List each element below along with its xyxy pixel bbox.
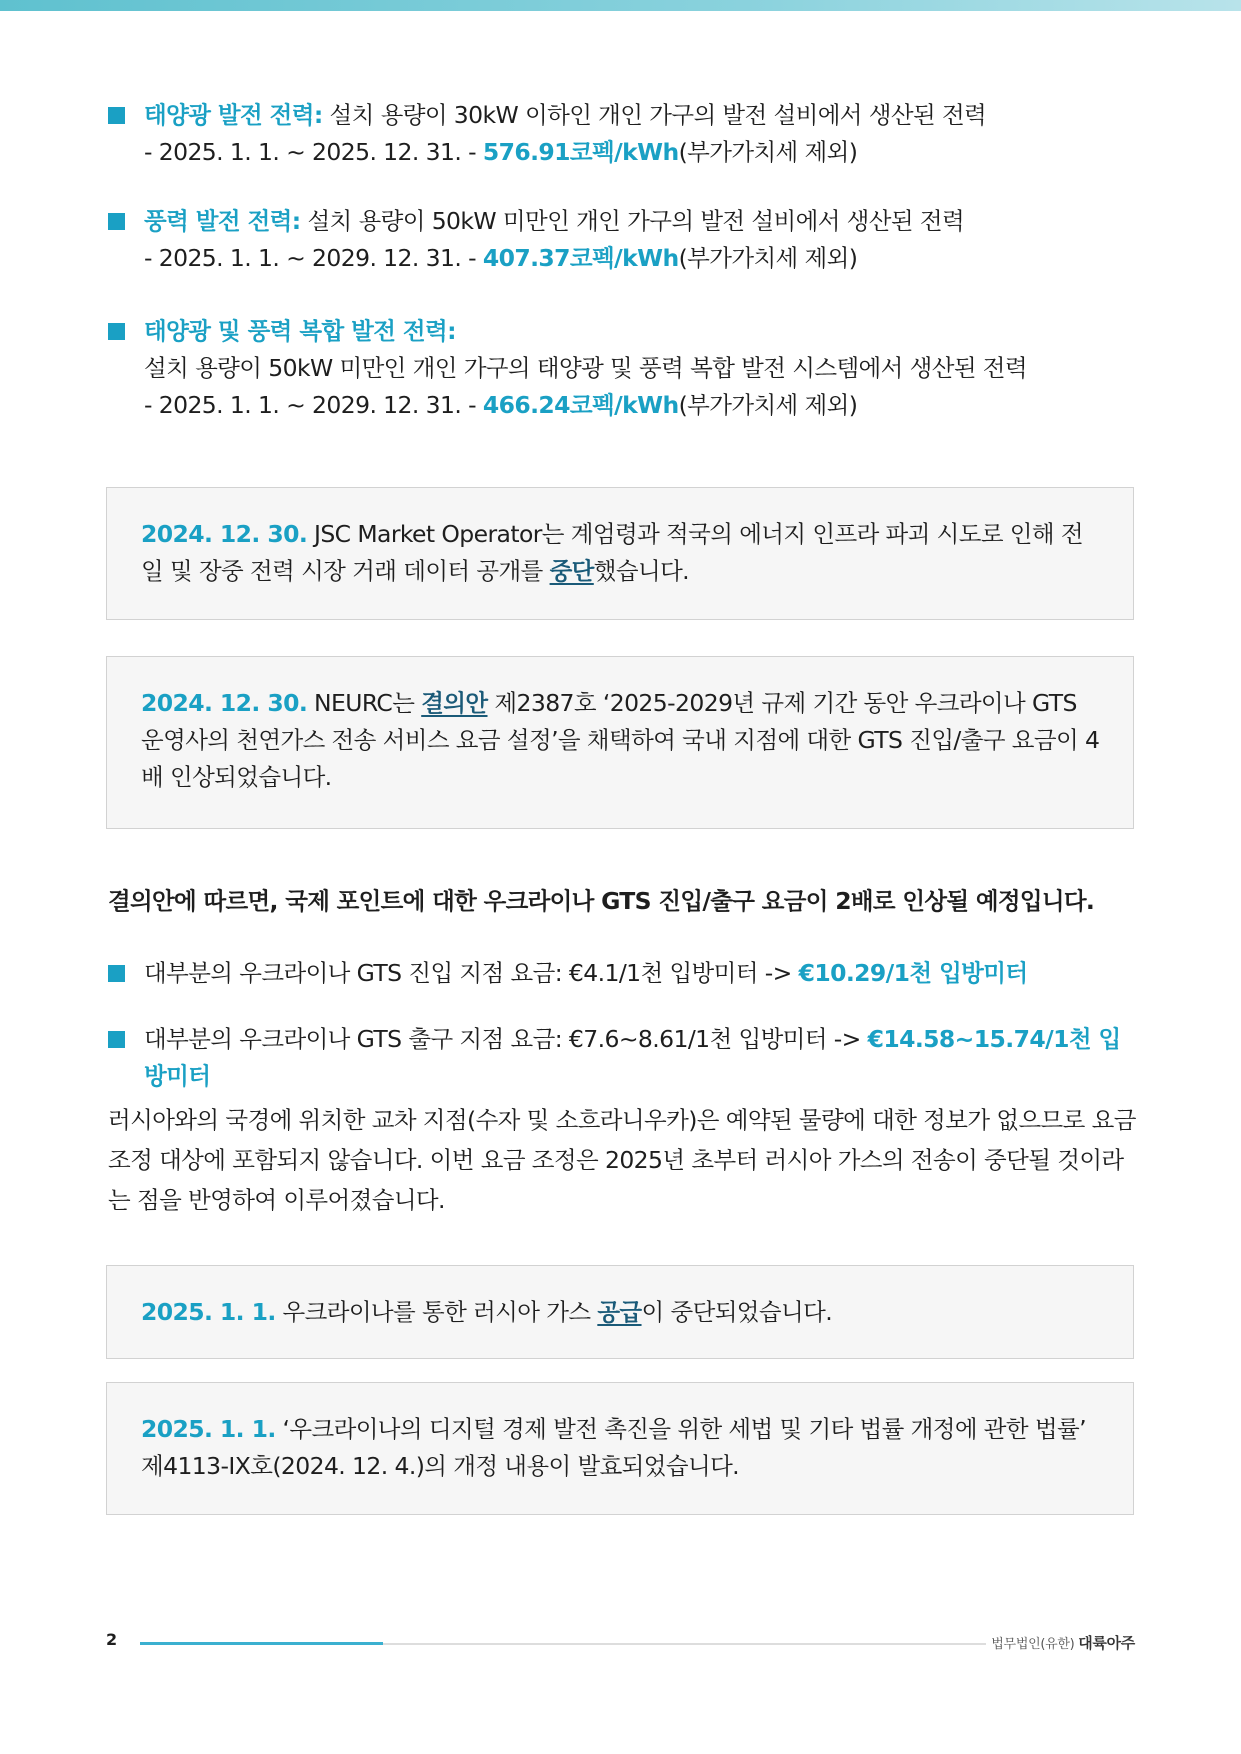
notice-box-digital-law xyxy=(106,1382,1134,1515)
square-bullet-icon xyxy=(108,107,125,124)
tariff-period: - 2025. 1. 1. ~ 2029. 12. 31. - xyxy=(144,244,483,272)
tariff-value: 576.91코펙/kWh xyxy=(482,138,679,166)
gts-exit-item xyxy=(108,1021,1138,1095)
gts-text: 대부분의 우크라이나 GTS 진입 지점 요금: €4.1/1천 입방미터 -> xyxy=(144,959,799,987)
tariff-period: - 2025. 1. 1. ~ 2025. 12. 31. - xyxy=(144,138,483,166)
tariff-period: - 2025. 1. 1. ~ 2029. 12. 31. - xyxy=(144,391,483,419)
tariff-label: 태양광 발전 전력: xyxy=(144,101,323,129)
footer-divider-accent xyxy=(140,1642,383,1645)
notice-date: 2025. 1. 1. xyxy=(141,1415,276,1443)
notice-date: 2024. 12. 30. xyxy=(141,689,308,717)
tariff-suffix: (부가가치세 제외) xyxy=(678,244,858,272)
notice-text: 우크라이나를 통한 러시아 가스 xyxy=(275,1298,598,1326)
notice-link[interactable]: 중단 xyxy=(549,557,594,585)
notice-text: NEURC는 xyxy=(307,689,422,717)
firm-prefix: 법무법인(유한) xyxy=(991,1637,1075,1652)
russia-paragraph: 러시아와의 국경에 위치한 교차 지점(수자 및 소흐라니우카)은 예약된 물량에 대한 정보가 없으므로 요금 조정 대상에 포함되지 않습니다. 이번 요금 조정은 2025년 초부터 러시아 가스의 전송이 중단될 것이라는 점을 반영하여 이루어졌습니다. xyxy=(108,1106,1136,1214)
tariff-suffix: (부가가치세 제외) xyxy=(678,138,858,166)
square-bullet-icon xyxy=(108,323,125,340)
notice-box-market-operator xyxy=(106,487,1134,620)
tariff-value: 407.37코펙/kWh xyxy=(482,244,679,272)
tariff-value: 466.24코펙/kWh xyxy=(482,391,679,419)
tariff-desc: 설치 용량이 50kW 미만인 개인 가구의 태양광 및 풍력 복합 발전 시스템에서 생산된 전력 xyxy=(144,354,1027,382)
notice-date: 2025. 1. 1. xyxy=(141,1298,276,1326)
gts-text: 대부분의 우크라이나 GTS 출구 지점 요금: €7.6~8.61/1천 입방미터 -> xyxy=(144,1025,868,1053)
notice-box-neurc xyxy=(106,656,1134,829)
tariff-label: 태양광 및 풍력 복합 발전 전력: xyxy=(144,317,456,345)
top-accent-bar xyxy=(0,0,1241,11)
square-bullet-icon xyxy=(108,965,125,982)
notice-link[interactable]: 공급 xyxy=(597,1298,642,1326)
page-number: 2 xyxy=(106,1630,118,1649)
gts-value: €10.29/1천 입방미터 xyxy=(798,959,1028,987)
notice-text: JSC Market Operator는 계엄령과 적국의 에너지 인프라 파괴 시도로 인해 전일 및 장중 전력 시장 거래 데이터 공개를 xyxy=(141,520,1083,585)
footer-firm-name xyxy=(991,1632,1135,1653)
notice-text-end: 했습니다. xyxy=(593,557,690,585)
notice-text: ‘우크라이나의 디지털 경제 발전 촉진을 위한 세법 및 기타 법률 개정에 관한 법률’ 제4113-IX호(2024. 12. 4.)의 개정 내용이 발효되었습니다. xyxy=(141,1415,1086,1480)
notice-link[interactable]: 결의안 xyxy=(421,689,488,717)
gts-entry-item xyxy=(108,955,1138,992)
tariff-desc: 설치 용량이 50kW 미만인 개인 가구의 발전 설비에서 생산된 전력 xyxy=(300,207,965,235)
tariff-suffix: (부가가치세 제외) xyxy=(678,391,858,419)
firm-name: 대륙아주 xyxy=(1078,1634,1135,1652)
notice-box-supply xyxy=(106,1265,1134,1359)
notice-date: 2024. 12. 30. xyxy=(141,520,308,548)
resolution-heading: 결의안에 따르면, 국제 포인트에 대한 우크라이나 GTS 진입/출구 요금이 2배로 인상될 예정입니다. xyxy=(108,887,1095,915)
square-bullet-icon xyxy=(108,1031,125,1048)
square-bullet-icon xyxy=(108,213,125,230)
tariff-label: 풍력 발전 전력: xyxy=(144,207,301,235)
notice-text-end: 이 중단되었습니다. xyxy=(641,1298,833,1326)
tariff-item-hybrid xyxy=(108,313,1138,424)
notice-text-end: 제2387호 ‘2025-2029년 규제 기간 동안 우크라이나 GTS 운영사의 천연가스 전송 서비스 요금 설정’을 채택하여 국내 지점에 대한 GTS 진입/출구 요금이 4배 인상되었습니다. xyxy=(141,689,1100,791)
tariff-desc: 설치 용량이 30kW 이하인 개인 가구의 발전 설비에서 생산된 전력 xyxy=(322,101,987,129)
tariff-item-wind xyxy=(108,203,1138,277)
tariff-item-solar xyxy=(108,97,1138,171)
gts-value: €14.58~15.74/1천 입방미터 xyxy=(144,1025,1121,1090)
